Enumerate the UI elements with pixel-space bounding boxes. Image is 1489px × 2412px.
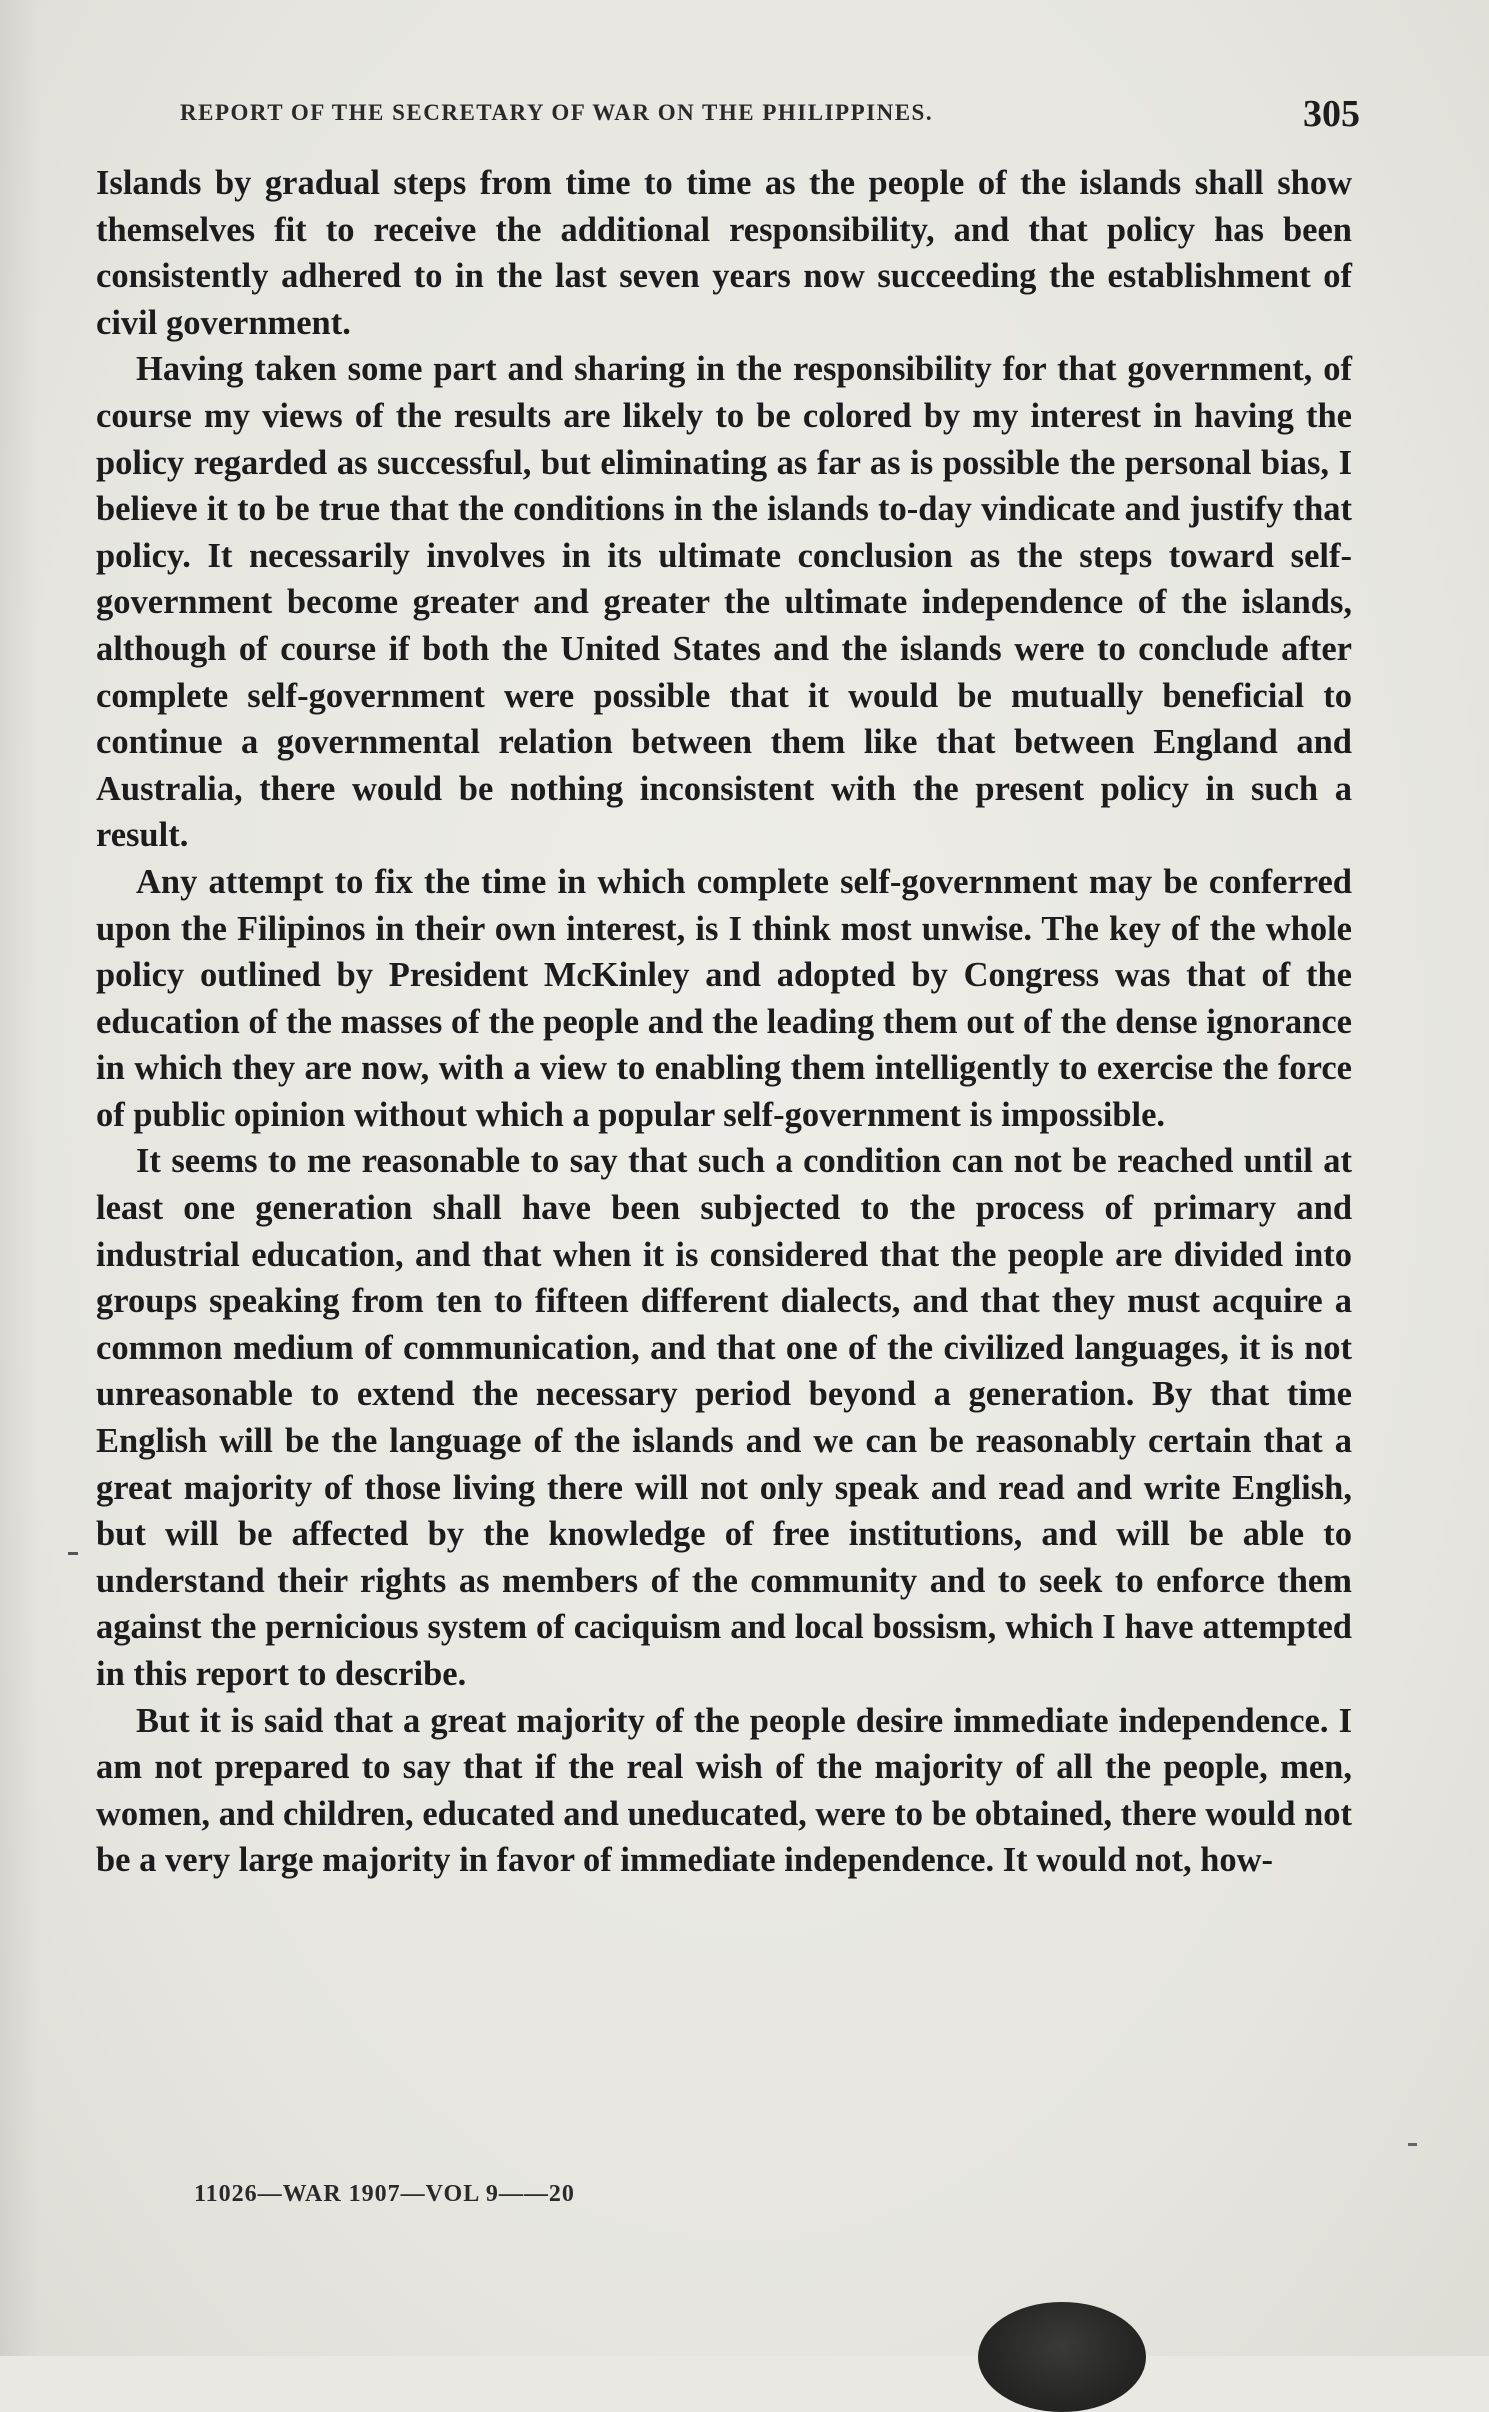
body-text: [96, 160, 1352, 1884]
signature-mark: 11026—WAR 1907—VOL 9——20: [194, 2181, 575, 2207]
scanner-thumb-shadow: [978, 2302, 1146, 2412]
margin-mark: [1408, 2143, 1417, 2146]
gutter-shadow: [0, 0, 40, 2356]
page-number: 305: [1303, 93, 1360, 135]
paragraph-5: But it is said that a great majority of the people desire immediate independence. I am not prepared to say that if the real wish of the majority of all the people, men, women, and children, educated and uneducated, were to be obtained, there would not be a very large majority in favor of immediate independence. It would not, how-: [96, 1701, 1352, 1880]
paragraph-4: It seems to me reasonable to say that such a condition can not be reached until at least one generation shall have been subjected to the process of primary and industrial education, and that when it is considered that the people are divided into groups speaking from ten to fifteen different dialects, and that they must acquire a common medium of communication, and that one of the civilized languages, it is not unreasonable to extend the necessary period beyond a generation. By that time English will be the language of the islands and we can be reasonably certain that a great majority of those living there will not only speak and read and write English, but will be affected by the knowledge of free institutions, and will be able to understand their rights as members of the community and to seek to enforce them against the pernicious system of caciquism and local bossism, which I have attempted in this report to describe.: [96, 1142, 1352, 1693]
running-head: REPORT OF THE SECRETARY OF WAR ON THE PHILIPPINES.: [180, 100, 934, 125]
paragraph-1: Islands by gradual steps from time to time as the people of the islands shall show themselves fit to receive the additional responsibility, and that policy has been consistently adhered to in the last seven years now succeeding the establishment of civil government.: [96, 164, 1352, 342]
page-header: [180, 92, 1360, 142]
paragraph-3: Any attempt to fix the time in which complete self-government may be conferred upon the Filipinos in their own interest, is I think most unwise. The key of the whole policy outlined by President McKinley and adopted by Congress was that of the education of the masses of the people and the leading them out of the dense ignorance in which they are now, with a view to enabling them intelligently to exercise the force of public opinion without which a popular self-government is impossible.: [96, 862, 1352, 1134]
paragraph-2: Having taken some part and sharing in the responsibility for that government, of course my views of the results are likely to be colored by my interest in having the policy regarded as successful, but eliminating as far as is possible the personal bias, I believe it to be true that the conditions in the islands to-day vindicate and justify that policy. It necessarily involves in its ultimate conclusion as the steps toward self-government become greater and greater the ultimate independence of the islands, although of course if both the United States and the islands were to conclude after complete self-government were possible that it would be mutually beneficial to continue a governmental relation between them like that between England and Australia, there would be nothing inconsistent with the present policy in such a result.: [96, 350, 1352, 855]
margin-mark: [68, 1552, 78, 1555]
